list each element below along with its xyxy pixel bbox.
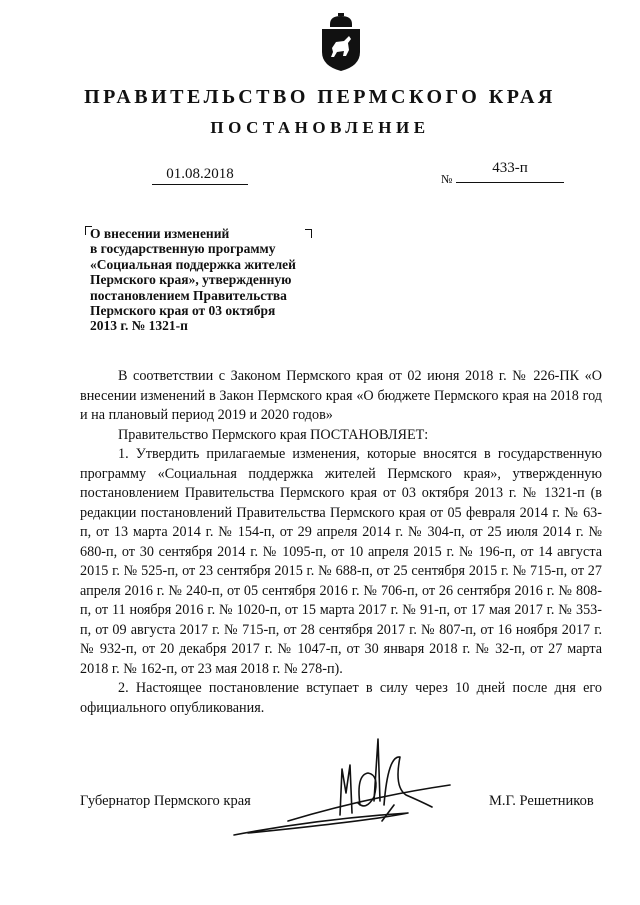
subject-line: «Социальная поддержка жителей	[90, 256, 296, 272]
government-title: ПРАВИТЕЛЬСТВО ПЕРМСКОГО КРАЯ	[84, 86, 556, 108]
document-date: 01.08.2018	[152, 166, 248, 185]
subject-line: О внесении изменений	[90, 226, 230, 241]
subject-line: Пермского края», утвержденную	[90, 272, 292, 288]
document-type: ПОСТАНОВЛЕНИЕ	[210, 118, 430, 137]
signer-name: М.Г. Решетников	[489, 793, 594, 809]
document-body	[80, 367, 602, 718]
body-paragraph: 2. Настоящее постановление вступает в силу через 10 дней после дня его официального опубликования.	[80, 680, 602, 716]
document-number: 433-п	[456, 160, 564, 183]
document-subject	[90, 226, 330, 334]
subject-line: 2013 г. № 1321-п	[90, 318, 188, 334]
signer-position: Губернатор Пермского края	[80, 793, 251, 809]
number-sign: №	[441, 172, 453, 186]
body-paragraph: Правительство Пермского края ПОСТАНОВЛЯЕТ:	[118, 426, 429, 443]
subject-line: в государственную программу	[90, 241, 276, 257]
body-paragraph: В соответствии с Законом Пермского края от 02 июня 2018 г. № 226-ПК «О внесении изменений в Закон Пермского края «О бюджете Пермского края на 2018 год и на плановый период 2019 и 2020 годов»	[80, 368, 602, 423]
subject-line: Пермского края от 03 октября	[90, 303, 276, 319]
coat-of-arms-icon	[318, 12, 364, 72]
subject-line: постановлением Правительства	[90, 287, 287, 303]
body-paragraph: 1. Утвердить прилагаемые изменения, которые вносятся в государственную программу «Социальная поддержка жителей Пермского края», утвержденную постановлением Правительства Пермского края от 03 октября 2013 г. № 1321-п (в редакции постановлений Правительства Пермского края от 05 февраля 2014 г. № 63-п, от 13 марта 2014 г. № 154-п, от 29 апреля 2014 г. № 304-п, от 25 июля 2014 г. № 680-п, от 30 сентября 2014 г. № 1095-п, от 10 апреля 2015 г. № 196-п, от 14 августа 2015 г. № 525-п, от 23 сентября 2015 г. № 688-п, от 25 сентября 2015 г. № 715-п, от 27 апреля 2016 г. № 240-п, от 05 сентября 2016 г. № 706-п, от 26 сентября 2016 г. № 808-п, от 11 ноября 2016 г. № 1020-п, от 15 марта 2017 г. № 91-п, от 17 мая 2017 г. № 353-п, от 09 августа 2017 г. № 715-п, от 28 сентября 2017 г. № 807-п, от 16 ноября 2017 г. № 932-п, от 20 декабря 2017 г. № 1047-п, от 30 января 2018 г. № 32-п, от 27 марта 2018 г. № 162-п, от 23 мая 2018 г. № 278-п).	[80, 446, 602, 677]
handwritten-signature	[228, 735, 458, 850]
